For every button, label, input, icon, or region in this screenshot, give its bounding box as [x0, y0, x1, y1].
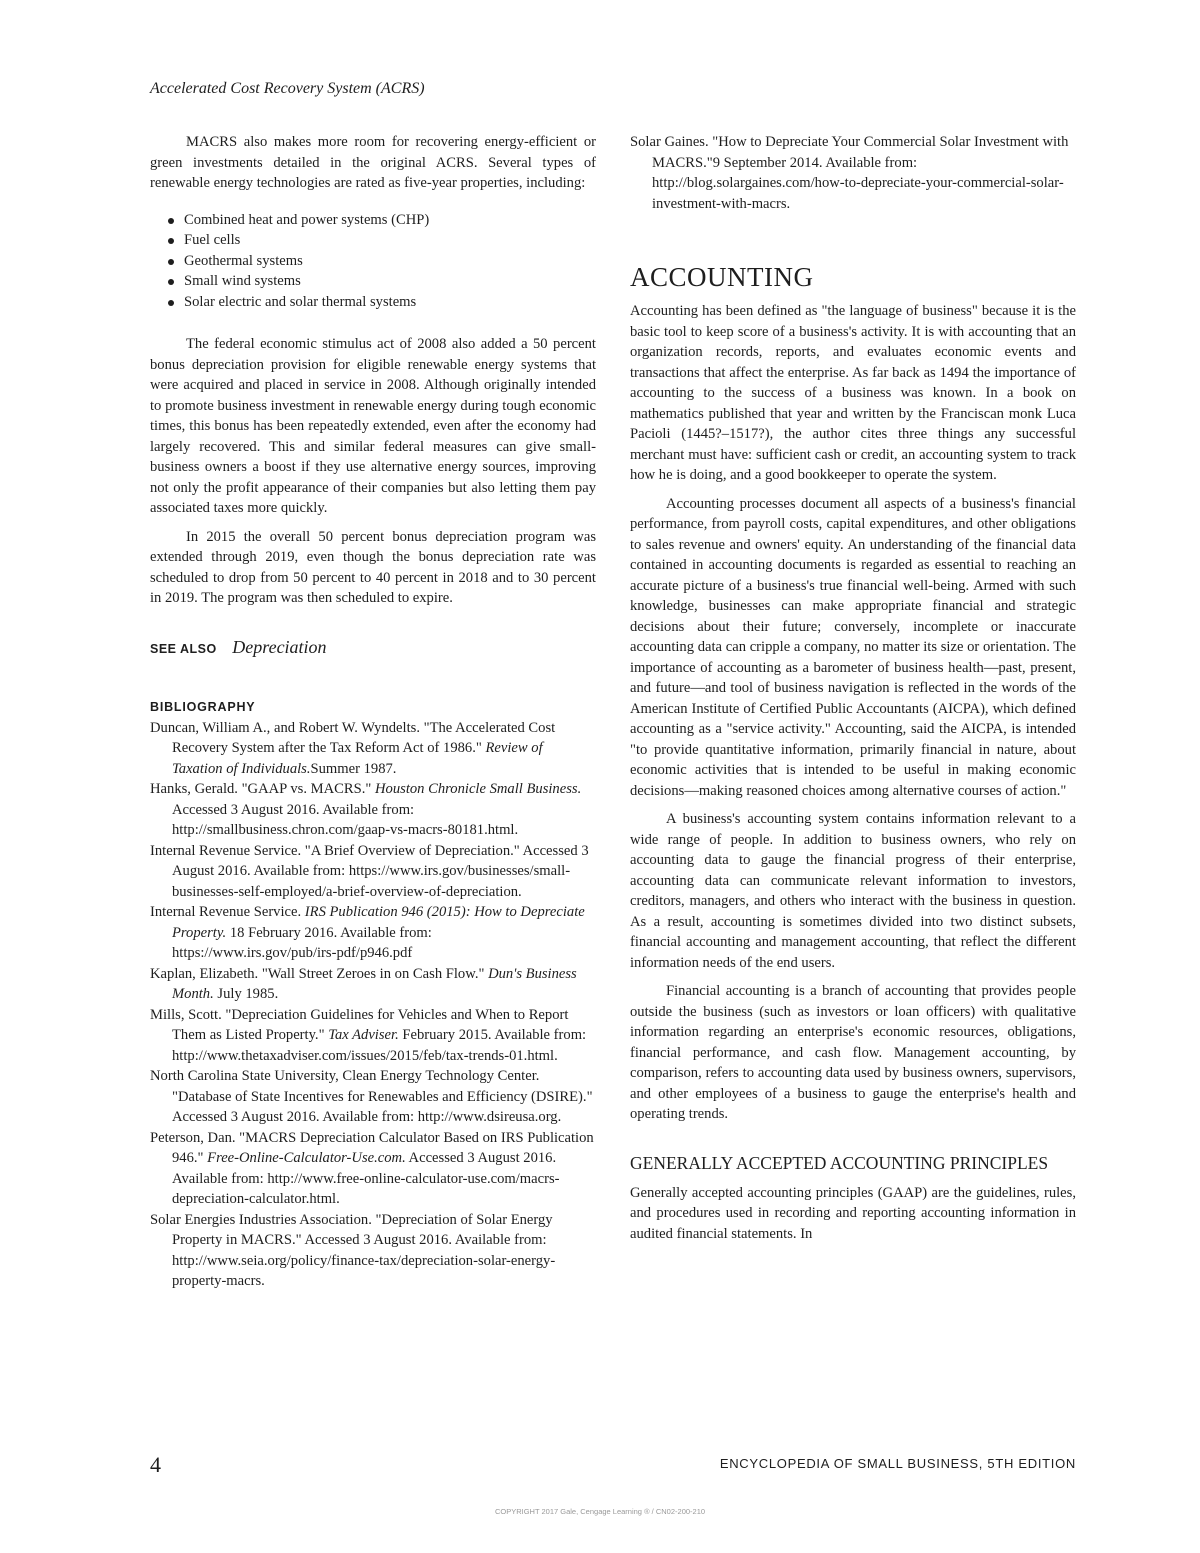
left-column	[150, 132, 596, 1292]
bib-text: Solar Energies Industries Association. "Depreciation of Solar Energy Property in MACRS." Accessed 3 August 2016. Available from: http://www.seia.org/policy/finance-tax/depreciation-solar-energy-property-macrs.	[150, 1211, 556, 1289]
bib-text: Accessed 3 August 2016. Available from: http://www.free-online-calculator-use.com/macrs-depreciation-calculator.html.	[172, 1150, 560, 1207]
bib-text: Peterson, Dan. "MACRS Depreciation Calculator Based on IRS Publication 946."	[150, 1129, 594, 1166]
bibliography-entry	[150, 1210, 596, 1292]
bib-text: Mills, Scott. "Depreciation Guidelines for Vehicles and When to Report Them as Listed Property."	[150, 1006, 569, 1043]
bib-text: Internal Revenue Service. "A Brief Overview of Depreciation." Accessed 3 August 2016. Available from: https://www.irs.gov/businesses/small-businesses-self-employed/a-brief-overview-of-depreciation.	[150, 842, 589, 900]
right-column	[630, 132, 1076, 1244]
bib-text: North Carolina State University, Clean Energy Technology Center. "Database of State Incentives for Renewables and Efficiency (DSIRE)." Accessed 3 August 2016. Available from: http://www.dsireusa.org.	[150, 1068, 593, 1125]
bib-text: Internal Revenue Service.	[150, 904, 305, 920]
bibliography-entry	[150, 1066, 596, 1128]
bibliography-entry	[150, 1005, 596, 1067]
see-also-label: SEE ALSO	[150, 641, 217, 656]
bib-text: Hanks, Gerald. "GAAP vs. MACRS."	[150, 781, 376, 797]
bib-source: IRS Publication 946 (2015): How to Depreciate Property.	[172, 904, 585, 941]
body-paragraph: Generally accepted accounting principles (GAAP) are the guidelines, rules, and procedures used in recording and reporting accounting information in audited financial statements. In	[630, 1184, 1076, 1242]
bib-source: Dun's Business Month.	[172, 965, 577, 1002]
list-item: Geothermal systems	[184, 251, 596, 272]
body-paragraph: Accounting processes document all aspects of a business's financial performance, from payroll costs, capital expenditures, and other obligations to sales revenue and owners' equity. An understanding of the financial data contained in accounting documents is regarded as essential to reaching an accurate picture of a business's true financial well-being. Armed with such knowledge, businesses can make appropriate financial and strategic decisions about their future; conversely, incomplete or inaccurate accounting data can cripple a company, no matter its size or orientation. The importance of accounting as a barometer of business health—past, present, and future—and tool of business navigation is reflected in the words of the American Institute of Certified Public Accountants (AICPA), which defined accounting as a "service activity." Accounting, said the AICPA, is intended "to provide quantitative information, primarily financial in nature, about economic activities that is intended to be useful in making economic decisions—making reasoned choices among alternative courses of action."	[630, 495, 1076, 799]
bib-text: February 2015. Available from: http://www.thetaxadviser.com/issues/2015/feb/tax-trends-01.html.	[172, 1027, 587, 1064]
bibliography-heading: BIBLIOGRAPHY	[150, 699, 256, 714]
list-item: Small wind systems	[184, 271, 596, 292]
copyright-notice: COPYRIGHT 2017 Gale, Cengage Learning ® / CN02-200-210	[494, 1507, 706, 1516]
book-title: ENCYCLOPEDIA OF SMALL BUSINESS, 5TH EDITION	[719, 1456, 1076, 1471]
bib-text: Accessed 3 August 2016. Available from: http://smallbusiness.chron.com/gaap-vs-macrs-80181.html.	[172, 801, 519, 838]
see-also	[150, 637, 596, 658]
bib-text: 18 February 2016. Available from: https://www.irs.gov/pub/irs-pdf/p946.pdf	[172, 924, 432, 961]
list-item: Fuel cells	[184, 230, 596, 251]
bibliography-list	[150, 718, 596, 1292]
section-title: ACCOUNTING	[630, 262, 814, 292]
body-paragraph: In 2015 the overall 50 percent bonus depreciation program was extended through 2019, even though the bonus depreciation rate was scheduled to drop from 50 percent to 40 percent in 2018 and to 30 percent in 2019. The program was then scheduled to expire.	[150, 528, 596, 606]
bib-text: July 1985.	[213, 986, 279, 1002]
bibliography-entry-continued: Solar Gaines. "How to Depreciate Your Commercial Solar Investment with MACRS."9 September 2014. Available from: http://blog.solargaines.com/how-to-depreciate-your-commercial-solar-investment-with-macrs.	[630, 134, 1069, 212]
bib-source: Free-Online-Calculator-Use.com.	[207, 1150, 406, 1166]
bibliography-entry	[150, 779, 596, 841]
body-paragraph: A business's accounting system contains information relevant to a wide range of people. In addition to business owners, who rely on accounting data to gauge the financial progress of their enterprise, accounting data can communicate relevant information to investors, creditors, managers, and others who interact with the business in question. As a result, accounting is sometimes divided into two distinct subsets, financial accounting and management accounting, that reflect the different information needs of the end users.	[630, 811, 1076, 971]
page-number: 4	[150, 1452, 161, 1477]
bibliography-entry	[150, 902, 596, 964]
bib-text: Summer 1987.	[310, 760, 397, 777]
subsection-title: GENERALLY ACCEPTED ACCOUNTING PRINCIPLES	[630, 1152, 1049, 1173]
intro-paragraph: MACRS also makes more room for recovering energy-efficient or green investments detailed in the original ACRS. Several types of renewable energy technologies are rated as five-year properties, including:	[150, 134, 596, 191]
body-paragraph: Accounting has been defined as "the language of business" because it is the basic tool to keep score of a business's activity. It is with accounting that an organization records, reports, and evaluates economic events and transactions that affect the enterprise. As far back as 1494 the importance of accounting to the success of a business was known. In a book on mathematics published that year and written by the Franciscan monk Luca Pacioli (1445?–1517?), the author cites three things any successful merchant must have: sufficient cash or credit, an accounting system to track how he is doing, and a good bookkeeper to operate the system.	[630, 303, 1076, 483]
bib-text: Kaplan, Elizabeth. "Wall Street Zeroes in on Cash Flow."	[150, 965, 489, 982]
bibliography-entry	[150, 841, 596, 903]
running-head: Accelerated Cost Recovery System (ACRS)	[150, 80, 425, 97]
bibliography-entry	[150, 718, 596, 780]
body-paragraph: The federal economic stimulus act of 2008 also added a 50 percent bonus depreciation provision for eligible renewable energy systems that were acquired and placed in service in 2008. Although originally intended to promote business investment in renewable energy during tough economic times, this bonus has been repeatedly extended, even after the economy had largely recovered. This and similar federal measures can give small-business owners a boost if they use alternative energy sources, improving not only the profit appearance of their companies but also letting them pay associated taxes more quickly.	[150, 336, 596, 516]
see-also-link[interactable]: Depreciation	[232, 636, 327, 657]
bibliography-entry	[150, 964, 596, 1005]
bib-source: Houston Chronicle Small Business.	[375, 781, 582, 797]
bibliography-entry	[150, 1128, 596, 1210]
bib-source: Tax Adviser.	[328, 1027, 399, 1043]
bib-source: Review of Taxation of Individuals.	[172, 740, 543, 777]
energy-systems-list	[150, 210, 596, 313]
list-item: Combined heat and power systems (CHP)	[184, 210, 596, 231]
list-item: Solar electric and solar thermal systems	[184, 292, 596, 313]
body-paragraph: Financial accounting is a branch of accounting that provides people outside the business (such as investors or loan officers) with qualitative information regarding an enterprise's economic resources, obligations, financial performance, and cash flow. Management accounting, by comparison, refers to accounting data used by business owners, supervisors, and other employees of a business to gauge the enterprise's health and operating trends.	[630, 983, 1076, 1122]
bib-text: Duncan, William A., and Robert W. Wyndelts. "The Accelerated Cost Recovery System after the Tax Reform Act of 1986."	[150, 719, 556, 756]
